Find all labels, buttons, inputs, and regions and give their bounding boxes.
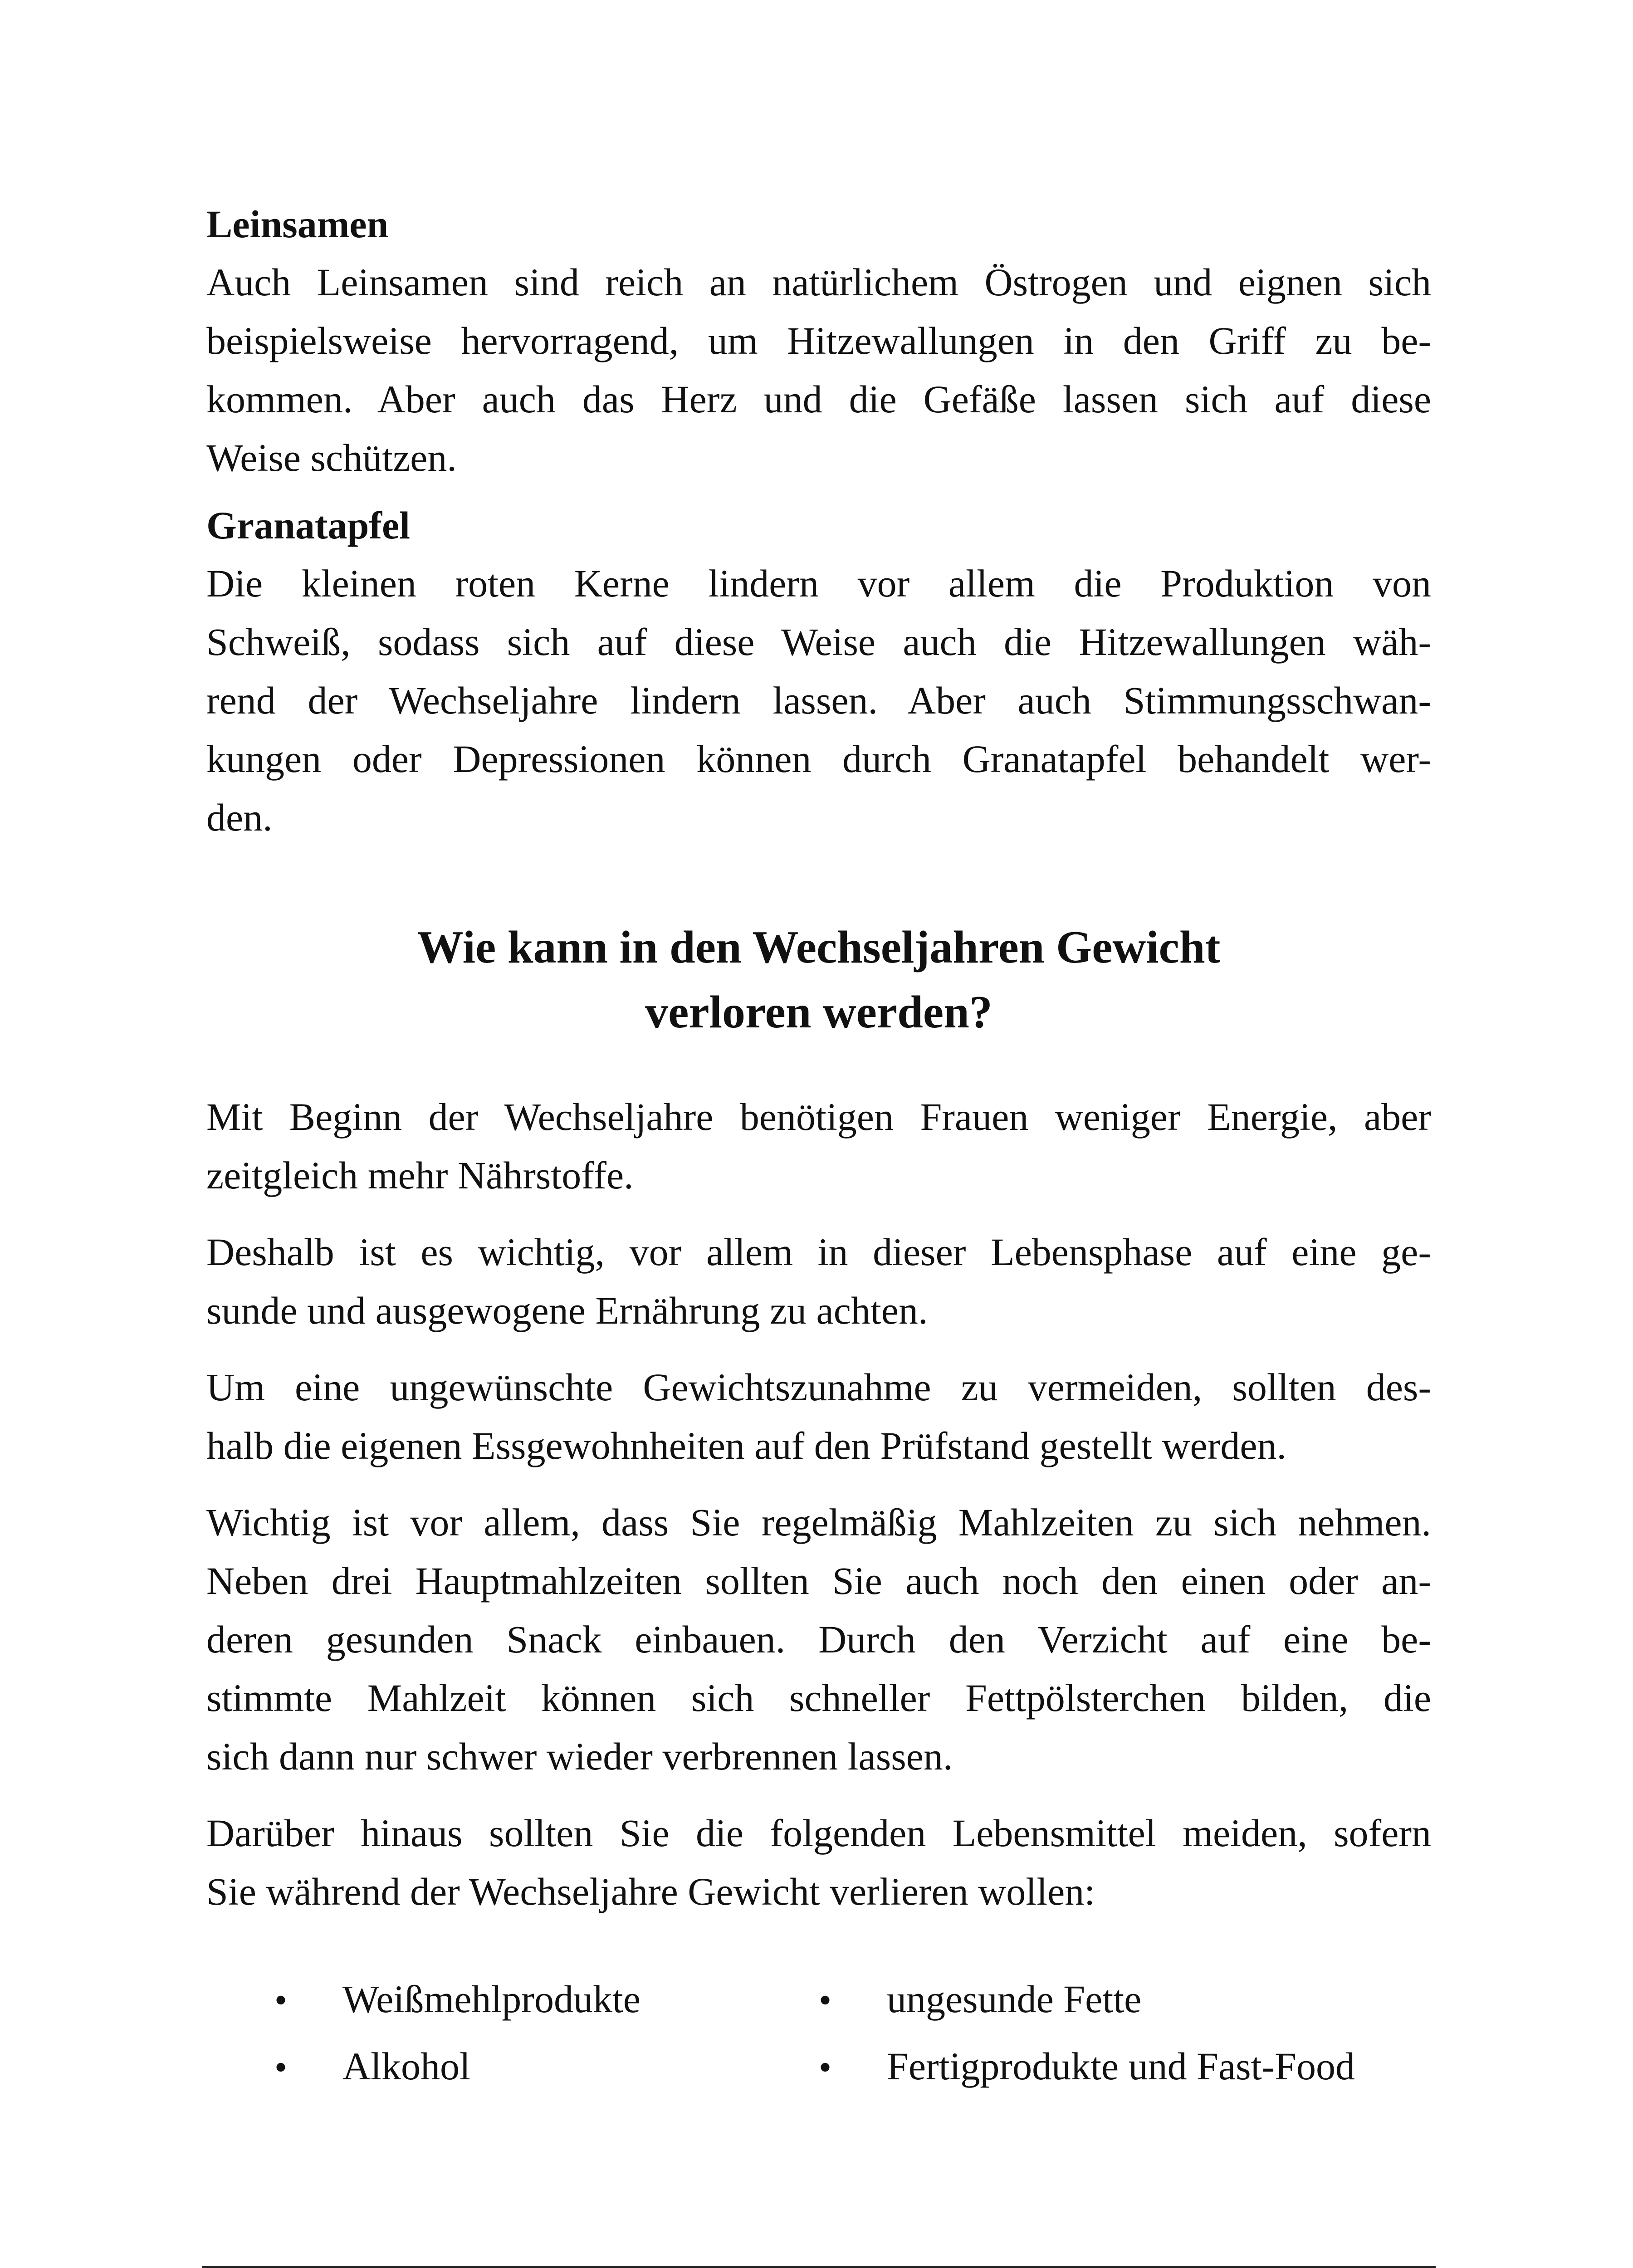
section-heading-leinsamen: Leinsamen — [206, 202, 389, 246]
chapter-title-line-2: verloren werden? — [645, 987, 993, 1038]
page-content — [206, 195, 1431, 2101]
paragraph — [206, 1493, 1431, 1786]
text-line: Darüber hinaus sollten Sie die folgenden Lebensmittel meiden, sofern — [206, 1811, 1431, 1855]
text-line: kungen oder Depressionen können durch Granatapfel behandelt wer- — [206, 737, 1431, 781]
text-line: sunde und ausgewogene Ernährung zu achten. — [206, 1289, 928, 1332]
paragraph — [206, 1223, 1431, 1340]
bullet-list — [274, 1966, 1431, 2101]
list-item-label: Alkohol — [342, 2044, 470, 2088]
paragraph-granatapfel — [206, 554, 1431, 847]
bullet-icon: • — [819, 2048, 832, 2087]
text-line: Sie während der Wechseljahre Gewicht verlieren wollen: — [206, 1870, 1095, 1913]
text-line: Auch Leinsamen sind reich an natürlichem Östrogen und eignen sich — [206, 260, 1431, 304]
list-item — [819, 1966, 1454, 2033]
text-line: Schweiß, sodass sich auf diese Weise auch die Hitzewallungen wäh- — [206, 620, 1431, 664]
footer-divider — [202, 2266, 1436, 2268]
paragraph — [206, 1088, 1431, 1205]
text-line: kommen. Aber auch das Herz und die Gefäße lassen sich auf diese — [206, 377, 1431, 421]
bullet-icon: • — [274, 1980, 288, 2020]
text-line: zeitgleich mehr Nährstoffe. — [206, 1154, 634, 1197]
text-line: halb die eigenen Essgewohnheiten auf den Prüfstand gestellt werden. — [206, 1424, 1286, 1467]
text-line: rend der Wechseljahre lindern lassen. Aber auch Stimmungsschwan- — [206, 679, 1431, 722]
bullet-icon: • — [274, 2048, 288, 2087]
list-item — [274, 2033, 819, 2101]
text-line: beispielsweise hervorragend, um Hitzewallungen in den Griff zu be- — [206, 319, 1431, 362]
text-line: Deshalb ist es wichtig, vor allem in dieser Lebensphase auf eine ge- — [206, 1230, 1431, 1274]
text-line: Um eine ungewünschte Gewichtszunahme zu vermeiden, sollten des- — [206, 1365, 1431, 1409]
text-line: Mit Beginn der Wechseljahre benötigen Frauen weniger Energie, aber — [206, 1095, 1431, 1139]
text-line: den. — [206, 796, 273, 839]
paragraph — [206, 1804, 1431, 1921]
bullet-icon: • — [819, 1980, 832, 2020]
list-item-label: Fertigprodukte und Fast-Food — [887, 2044, 1355, 2088]
text-line: stimmte Mahlzeit können sich schneller Fettpölsterchen bilden, die — [206, 1676, 1431, 1720]
chapter-title-line-1: Wie kann in den Wechseljahren Gewicht — [417, 922, 1221, 973]
list-item-label: Weißmehlprodukte — [342, 1977, 641, 2021]
section-heading-granatapfel: Granatapfel — [206, 503, 411, 547]
chapter-title — [206, 915, 1431, 1045]
list-item — [819, 2033, 1454, 2101]
paragraph — [206, 1358, 1431, 1475]
text-line: deren gesunden Snack einbauen. Durch den Verzicht auf eine be- — [206, 1618, 1431, 1661]
text-line: Neben drei Hauptmahlzeiten sollten Sie auch noch den einen oder an- — [206, 1559, 1431, 1603]
list-item — [274, 1966, 819, 2033]
paragraph-leinsamen — [206, 253, 1431, 487]
text-line: sich dann nur schwer wieder verbrennen lassen. — [206, 1735, 953, 1778]
text-line: Die kleinen roten Kerne lindern vor allem die Produktion von — [206, 562, 1431, 605]
text-line: Wichtig ist vor allem, dass Sie regelmäßig Mahlzeiten zu sich nehmen. — [206, 1501, 1431, 1544]
list-item-label: ungesunde Fette — [887, 1977, 1142, 2021]
text-line: Weise schützen. — [206, 436, 457, 479]
